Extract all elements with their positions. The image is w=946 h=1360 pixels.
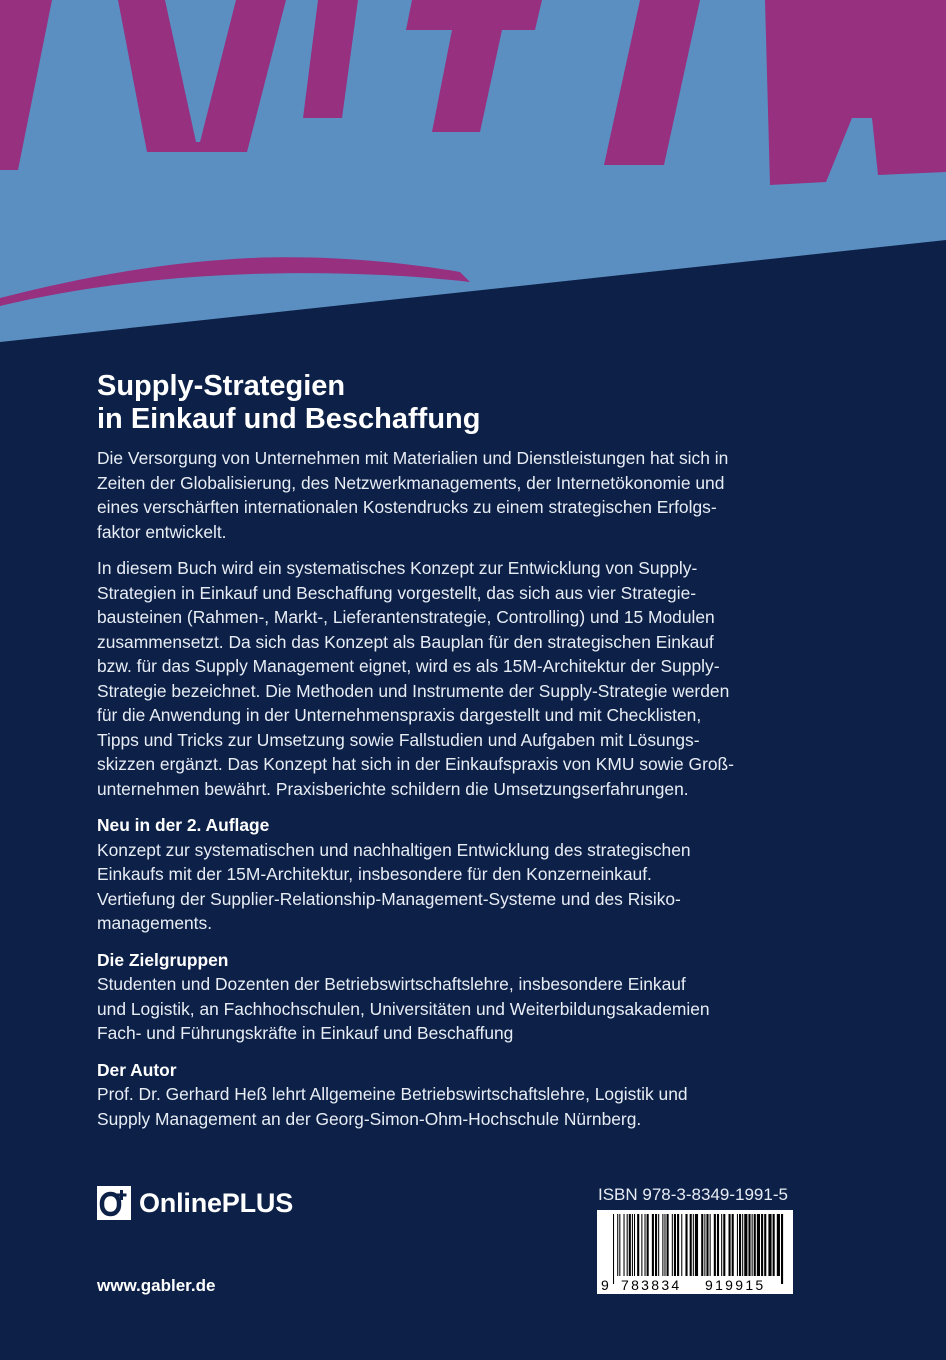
barcode-bar	[667, 1214, 669, 1276]
intro-paragraph-2: In diesem Buch wird ein systematisches Konzept zur Entwicklung von Supply- Strategien in Einkauf und Beschaffung vorgestellt, das sich aus vier Strategie- bausteinen (Rahmen-, Markt-, Lieferantenstrategie, Controlling) und 15 Modulen zusammensetzt. Da sich das Konzept als Bauplan für den strategischen Einkauf bzw. für das Supply Management eignet, wird es als 15M-Architektur der Supply- Strategie bezeichnet. Die Methoden und Instrumente der Supply-Strategie werden für die Anwendung in der Unternehmenspraxis dargestellt und mit Checklisten, Tipps und Tricks zur Umsetzung sowie Fallstudien und Aufgaben mit Lösungs- skizzen ergänzt. Das Konzept hat sich in der Einkaufspraxis von KMU sowie Groß- unternehmen bewährt. Praxisberichte schildern die Umsetzungserfahrungen.	[97, 558, 734, 799]
barcode-bar	[732, 1214, 734, 1276]
barcode-bar	[645, 1214, 646, 1276]
barcode-bar	[624, 1214, 625, 1276]
book-title	[97, 370, 797, 436]
barcode-bar	[706, 1214, 708, 1276]
barcode-bar	[739, 1214, 741, 1276]
section-body-autor: Prof. Dr. Gerhard Heß lehrt Allgemeine Betriebswirtschaftslehre, Logistik und Supply Management an der Georg-Simon-Ohm-Hochschule Nürnberg.	[97, 1084, 688, 1129]
barcode-digits-left: 783834	[621, 1277, 682, 1293]
barcode-bar	[641, 1214, 642, 1276]
onlineplus-logo	[97, 1186, 293, 1220]
section-body-zielgruppen: Studenten und Dozenten der Betriebswirtschaftslehre, insbesondere Einkauf und Logistik, an Fachhochschulen, Universitäten und Weiterbildungsakademien Fach- und Führungskräfte in Einkauf und Beschaffung	[97, 974, 710, 1043]
barcode-bar	[761, 1214, 763, 1276]
barcode-bar	[695, 1214, 698, 1276]
barcode-bar	[674, 1214, 676, 1276]
cover-graphic-banner	[0, 0, 946, 345]
intro-paragraph-1: Die Versorgung von Unternehmen mit Materialien und Dienstleistungen hat sich in Zeiten der Globalisierung, des Netzwerkmanagements, der Internetökonomie und eines verschärften internationalen Kostendrucks zu einem strategischen Erfolgs- faktor entwickelt.	[97, 448, 729, 542]
barcode-bar	[768, 1214, 771, 1276]
onlineplus-logo-text: OnlinePLUS	[139, 1187, 294, 1218]
barcode-bar	[717, 1214, 719, 1276]
barcode-bar	[662, 1214, 663, 1276]
barcode-bar	[634, 1214, 635, 1276]
barcode-bar	[655, 1214, 657, 1276]
barcode-bar	[701, 1214, 703, 1276]
publisher-website[interactable]: www.gabler.de	[97, 1276, 216, 1295]
barcode-bar	[742, 1214, 743, 1276]
section-heading-zielgruppen: Die Zielgruppen	[97, 949, 229, 970]
isbn-barcode	[597, 1210, 793, 1294]
barcode-graphic	[597, 1210, 793, 1294]
isbn-label: ISBN 978-3-8349-1991-5	[598, 1185, 788, 1204]
barcode-bar	[672, 1214, 673, 1276]
title-line-1: Supply-Strategien	[97, 370, 346, 402]
barcode-bar	[764, 1214, 766, 1276]
barcode-bar	[748, 1214, 750, 1276]
barcode-bar	[632, 1214, 633, 1276]
barcode-bar	[685, 1214, 687, 1276]
barcode-bar	[729, 1214, 731, 1276]
barcode-bar	[737, 1214, 738, 1276]
title-line-2: in Einkauf und Beschaffung	[97, 403, 481, 435]
section-body-neu: Konzept zur systematischen und nachhaltigen Entwicklung des strategischen Einkaufs mit der 15M-Architektur, insbesondere für den Konzerneinkauf. Vertiefung der Supplier-Relationship-Management-Systeme und des Risiko- managements.	[97, 839, 691, 933]
barcode-digit-first: 9	[601, 1277, 609, 1293]
section-heading-autor: Der Autor	[97, 1059, 177, 1080]
barcode-bar	[627, 1214, 628, 1276]
barcode-bar	[773, 1214, 775, 1276]
barcode-bar	[652, 1214, 654, 1276]
barcode-bar	[637, 1214, 639, 1276]
barcode-bar	[777, 1214, 780, 1276]
barcode-bar	[757, 1214, 760, 1276]
section-heading-neu: Neu in der 2. Auflage	[97, 815, 270, 835]
barcode-bar	[681, 1214, 682, 1276]
barcode-bar	[647, 1214, 649, 1276]
barcode-bar	[664, 1214, 665, 1276]
barcode-bar	[752, 1214, 753, 1276]
barcode-bar	[744, 1214, 747, 1276]
back-cover-text	[97, 370, 797, 1143]
barcode-bar	[710, 1214, 711, 1276]
barcode-bar	[721, 1214, 722, 1276]
barcode-bar	[677, 1214, 679, 1276]
barcode-bar	[617, 1214, 618, 1276]
barcode-bar	[658, 1214, 659, 1276]
onlineplus-logo-icon	[97, 1186, 131, 1220]
barcode-bar	[714, 1214, 716, 1276]
barcode-bar	[781, 1214, 783, 1284]
barcode-bar	[629, 1214, 631, 1276]
barcode-bar	[613, 1214, 614, 1284]
barcode-bar	[690, 1214, 692, 1276]
barcode-bar	[693, 1214, 694, 1276]
barcode-bar	[723, 1214, 725, 1276]
barcode-digits-right: 919915	[705, 1277, 766, 1293]
barcode-bar	[704, 1214, 705, 1276]
barcode-bar	[619, 1214, 620, 1276]
barcode-bar	[754, 1214, 756, 1276]
